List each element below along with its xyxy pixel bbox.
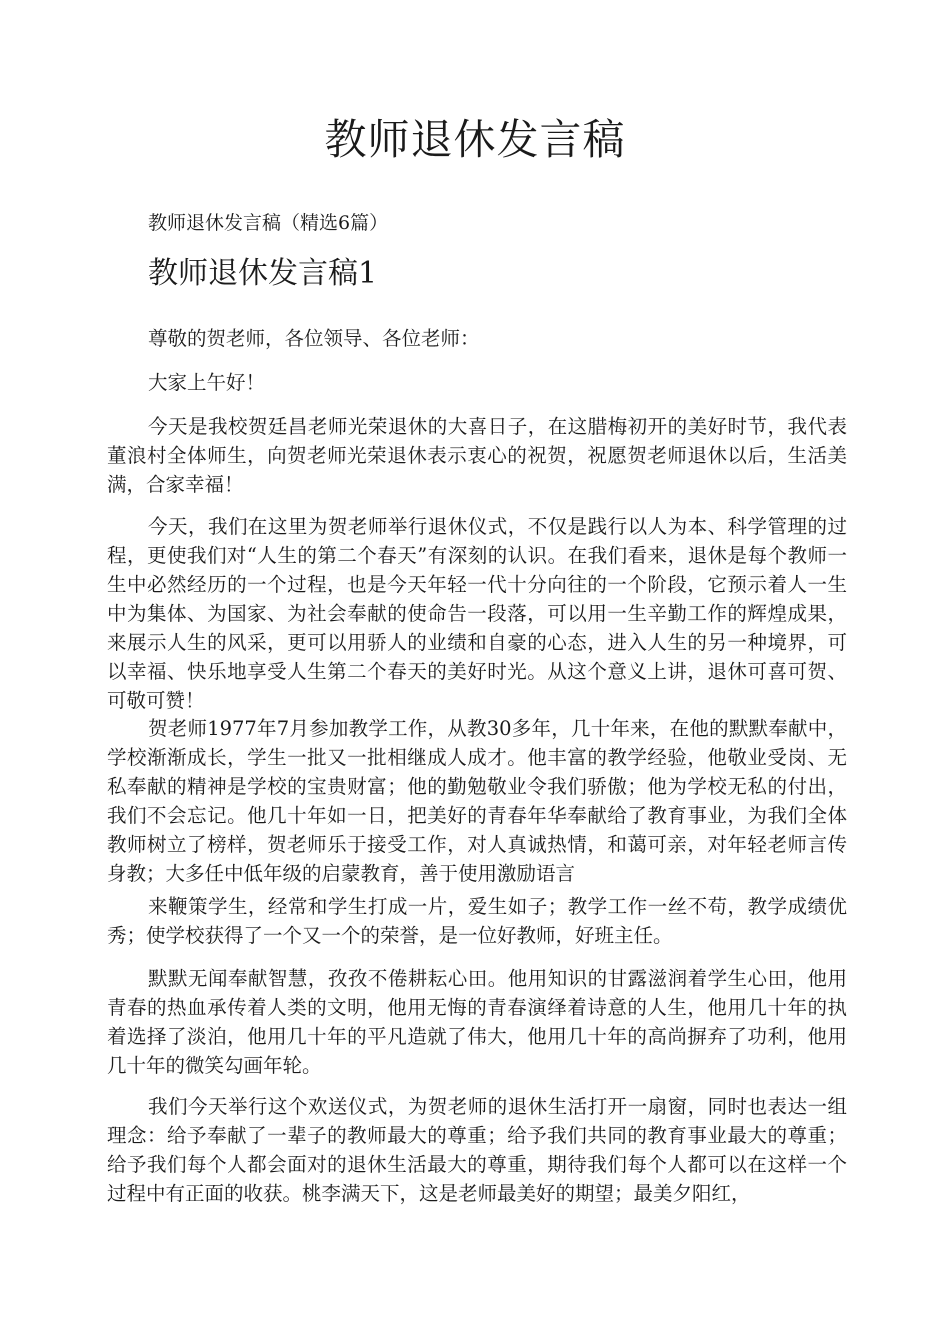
body-paragraph: 今天是我校贺廷昌老师光荣退休的大喜日子，在这腊梅初开的美好时节，我代表董浪村全体师生，向贺老师光荣退休表示衷心的祝贺，祝愿贺老师退休以后，生活美满，合家幸福！ [107,415,847,496]
greeting-paragraph: 大家上午好！ [148,371,266,394]
body-paragraph: 我们今天举行这个欢送仪式，为贺老师的退休生活打开一扇窗，同时也表达一组理念：给予奉献了一辈子的教师最大的尊重；给予我们共同的教育事业最大的尊重；给予我们每个人都会面对的退休生活最大的尊重，期待我们每个人都可以在这样一个过程中有正面的收获。桃李满天下，这是老师最美好的期望；最美夕阳红， [107,1095,847,1205]
body-paragraph: 贺老师1977年7月参加教学工作，从教30多年，几十年来，在他的默默奉献中，学校渐渐成长，学生一批又一批相继成人成才。他丰富的教学经验，他敬业受岗、无私奉献的精神是学校的宝贵财富；他的勤勉敬业令我们骄傲；他为学校无私的付出，我们不会忘记。他几十年如一日，把美好的青春年华奉献给了教育事业，为我们全体教师树立了榜样，贺老师乐于接受工作，对人真诚热情，和蔼可亲，对年轻老师言传身教；大多任中低年级的启蒙教育，善于使用激励语言 [107,717,847,885]
body-paragraph: 默默无闻奉献智慧，孜孜不倦耕耘心田。他用知识的甘露滋润着学生心田，他用青春的热血承传着人类的文明，他用无悔的青春演绎着诗意的人生，他用几十年的执着选择了淡泊，他用几十年的平凡造就了伟大，他用几十年的高尚摒弃了功利，他用几十年的微笑勾画年轮。 [107,967,847,1077]
body-paragraph: 来鞭策学生，经常和学生打成一片，爱生如子；教学工作一丝不苟，教学成绩优秀；使学校获得了一个又一个的荣誉，是一位好教师，好班主任。 [107,895,847,947]
document-subtitle: 教师退休发言稿（精选6篇） [148,212,389,234]
body-paragraph: 今天，我们在这里为贺老师举行退休仪式，不仅是践行以人为本、科学管理的过程，更使我们对“人生的第二个春天”有深刻的认识。在我们看来，退休是每个教师一生中必然经历的一个过程，也是今天年轻一代十分向往的一个阶段，它预示着人一生中为集体、为国家、为社会奉献的使命告一段落，可以用一生辛勤工作的辉煌成果，来展示人生的风采，更可以用骄人的业绩和自豪的心态，进入人生的另一种境界，可以幸福、快乐地享受人生第二个春天的美好时光。从这个意义上讲，退休可喜可贺、可敬可赞！ [107,515,847,712]
section-heading: 教师退休发言稿1 [148,256,378,291]
document-title: 教师退休发言稿 [324,115,626,164]
salutation-paragraph: 尊敬的贺老师，各位领导、各位老师： [148,327,480,350]
